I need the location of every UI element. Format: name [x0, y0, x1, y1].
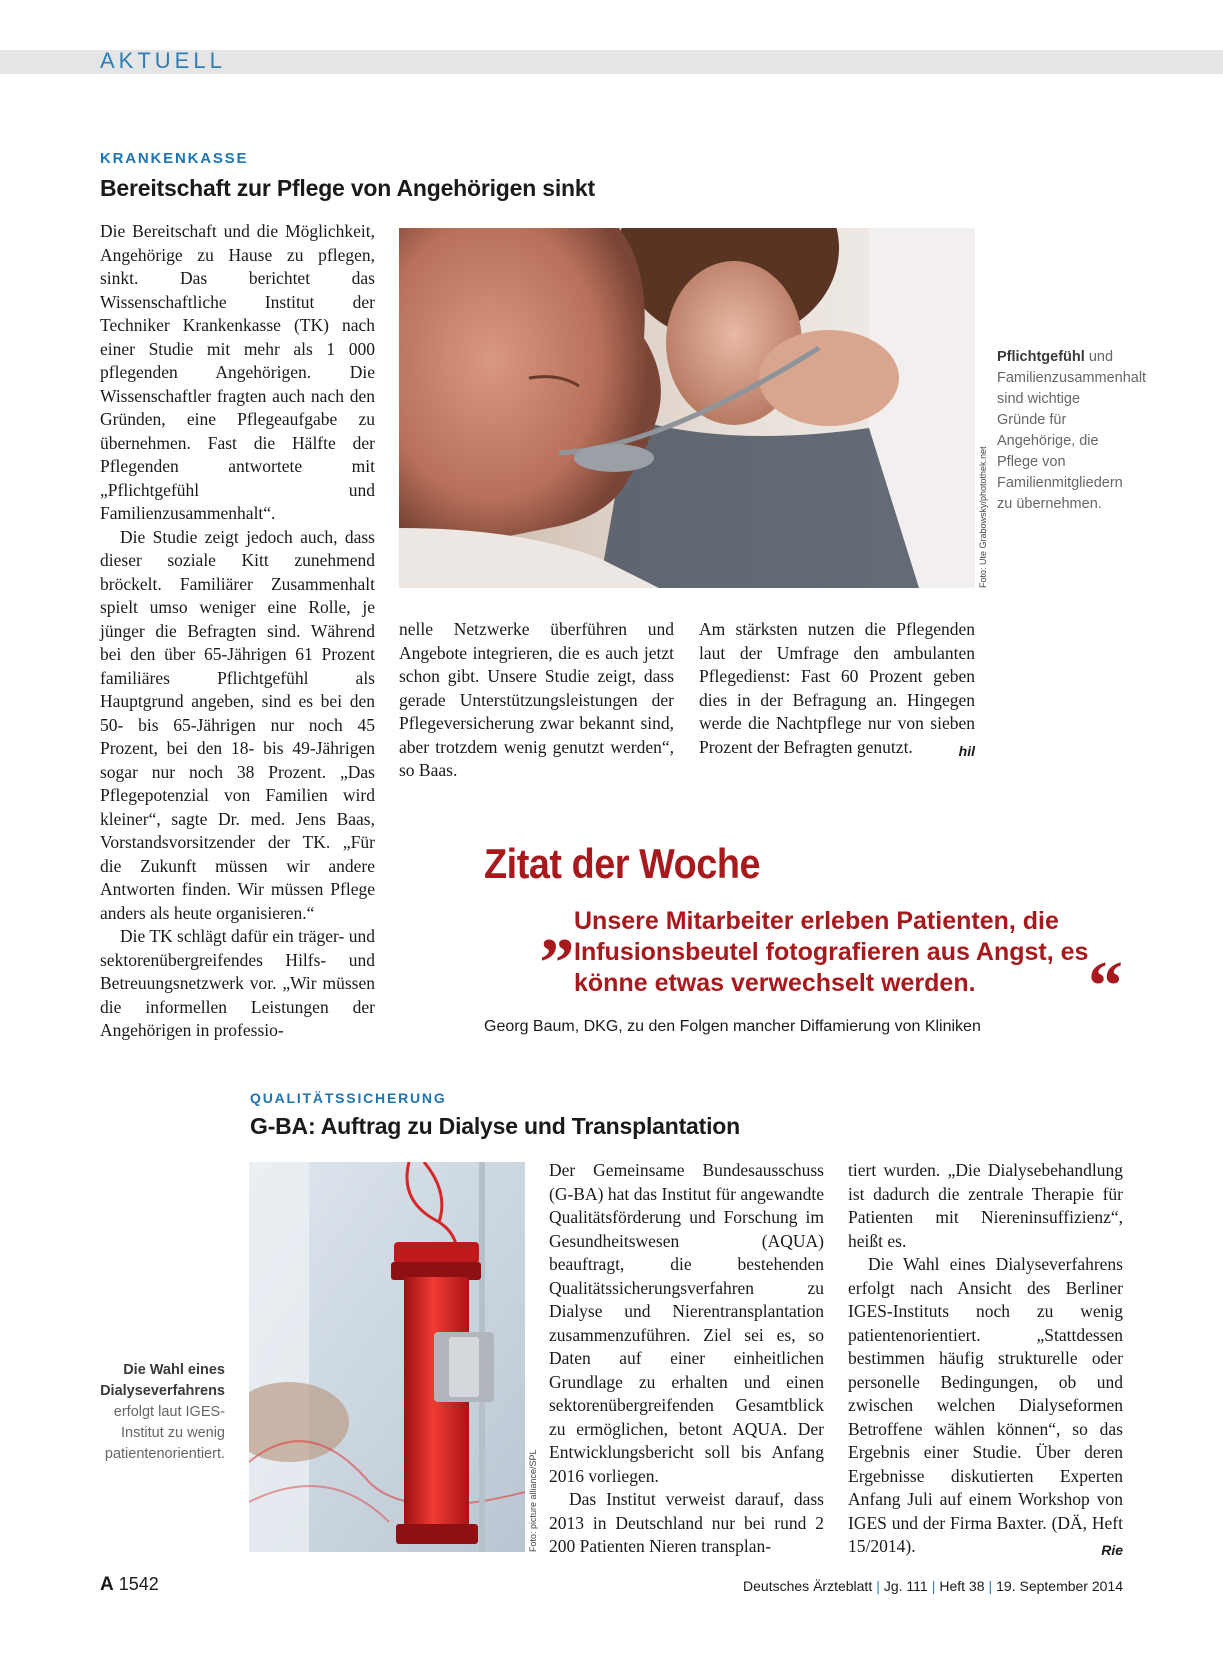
- paragraph: nelle Netzwerke überführen und Angebote integrieren, die es auch jetzt schon gibt. Unsere Studie zeigt, dass gerade Unterstützungsleistungen der Pflegeversicherung zwar bekannt sind, aber trotzdem wenig genutzt werden“, so Baas.: [399, 619, 674, 780]
- page-number: [100, 1574, 159, 1596]
- journal-name: Deutsches Ärzteblatt: [743, 1578, 873, 1594]
- article1-column-3: [699, 618, 975, 763]
- paragraph: Die Bereitschaft und die Möglichkeit, Angehörige zu Hause zu pflegen, sinkt. Das berichtet das Wissenschaftliche Institut der Techniker Krankenkasse (TK) nach einer Studie mit mehr als 1 000 pflegenden Angehörigen. Die Wissenschaftler fragten auch nach den Gründen, eine Pflegeaufgabe zu übernehmen. Fast die Hälfte der Pflegenden antwortete mit „Pflichtgefühl und Familienzusammenhalt“.: [100, 221, 375, 523]
- separator: |: [931, 1578, 936, 1594]
- volume: Jg. 111: [883, 1578, 928, 1594]
- quote-attribution: Georg Baum, DKG, zu den Folgen mancher Diffamierung von Kliniken: [484, 1018, 981, 1035]
- caption-text: erfolgt laut IGES-Institut zu wenig patientenorientiert.: [104, 1404, 225, 1462]
- photo-caption: [997, 347, 1147, 515]
- article2-column-1: [549, 1159, 824, 1559]
- photo-dialysis-filter: [249, 1162, 525, 1552]
- paragraph: tiert wurden. „Die Dialysebehandlung ist dadurch die zentrale Therapie für Patienten mit Niereninsuffizienz“, heißt es.: [848, 1160, 1123, 1251]
- photo-caption-dialysis: [90, 1360, 225, 1465]
- caption-bold: Die Wahl eines Dialyseverfahrens: [100, 1362, 225, 1399]
- photo-illustration: [249, 1162, 525, 1552]
- paragraph: Der Gemeinsame Bundesausschuss (G-BA) hat das Institut für angewandte Qualitätsförderung und Forschung im Gesundheitswesen (AQUA) beauftragt, die bestehenden Qualitätssicherungsverfahren zu Dialyse und Nierentransplantation zusammenzuführen. Ziel sei es, so Daten auf einer einheitlichen Grundlage zu erhalten und einen sektorenübergreifenden Gesamtblick zu ermöglichen, betont AQUA. Der Entwicklungsbericht soll bis Anfang 2016 vorliegen.: [549, 1160, 824, 1486]
- caption-bold: Pflichtgefühl: [997, 349, 1085, 365]
- separator: |: [988, 1578, 993, 1594]
- caption-text: und Familienzusammenhalt sind wichtige Gründe für Angehörige, die Pflege von Familienmitgliedern zu übernehmen.: [997, 349, 1147, 512]
- quote-close-mark-icon: “: [1088, 948, 1123, 1025]
- photo-illustration: [399, 228, 975, 588]
- separator: |: [876, 1578, 880, 1594]
- article2-headline: G-BA: Auftrag zu Dialyse und Transplantation: [250, 1113, 740, 1139]
- paragraph-text: Die Wahl eines Dialyseverfahrens erfolgt nach Ansicht des Berliner IGES-Instituts noch zu wenig patientenorientiert. „Stattdessen bestimmen häufig strukturelle oder personelle Bedingungen, ob und zwischen welchen Dialyseformen Betroffene wählen können“, so das Ergebnis einer Studie. Über deren Ergebnisse diskutierten Experten Anfang Juli auf einem Workshop von IGES und der Firma Baxter. (DÄ, Heft 15/2014).: [848, 1254, 1123, 1556]
- section-label: AKTUELL: [100, 48, 226, 73]
- quote-title: Zitat der Woche: [484, 840, 761, 887]
- paragraph-text: Am stärksten nutzen die Pflegenden laut der Umfrage den ambulanten Pflegedienst: Fast 60 Prozent geben dies in der Befragung an. Hingegen werde die Nachtpflege nur von sieben Prozent der Befragten genutzt.: [699, 619, 975, 757]
- article1-kicker: KRANKENKASSE: [100, 150, 249, 167]
- article2-kicker: QUALITÄTSSICHERUNG: [250, 1090, 447, 1106]
- paragraph: Das Institut verweist darauf, dass 2013 in Deutschland nur bei rund 2 200 Patienten Nieren transplan-: [549, 1489, 824, 1556]
- photo-credit: Foto: Ute Grabowsky/photothek.net: [978, 446, 988, 588]
- article2-column-2: [848, 1159, 1123, 1563]
- article1-headline: Bereitschaft zur Pflege von Angehörigen sinkt: [100, 175, 595, 201]
- photo-credit: Foto: picture alliance/SPL: [528, 1449, 538, 1552]
- paragraph: Die Studie zeigt jedoch auch, dass dieser soziale Kitt zunehmend bröckelt. Familiärer Zusammenhalt spielt umso weniger eine Rolle, je jünger die Befragten sind. Während bei den über 65-Jährigen 61 Prozent familiäres Pflichtgefühl als Hauptgrund angeben, sind es bei den 50- bis 65-Jährigen nur noch 45 Prozent, bei den 18- bis 49-Jährigen sogar nur noch 38 Prozent. „Das Pflegepotenzial von Familien wird kleiner“, sagte Dr. med. Jens Baas, Vorstandsvorsitzender der TK. „Für die Zukunft müssen wir andere Antworten finden. Wir müssen Pflege anders als heute organisieren.“: [100, 526, 375, 923]
- paragraph: Die TK schlägt dafür ein träger- und sektorenübergreifendes Hilfs- und Betreuungsnetzwerk vor. „Wir müssen die informellen Leistungen der Angehörigen in professio-: [100, 926, 375, 1040]
- footer-publication-info: [743, 1578, 1123, 1594]
- quote-text: Unsere Mitarbeiter erleben Patienten, die Infusionsbeutel fotografieren aus Angst, es könne etwas verwechselt werden.: [574, 907, 1089, 997]
- article1-column-2: [399, 618, 674, 783]
- page-number-value: 1542: [118, 1574, 159, 1594]
- author-signature: Rie: [1101, 1542, 1123, 1558]
- article1-column-1: [100, 220, 375, 1043]
- author-signature: hil: [958, 742, 975, 759]
- paragraph: [699, 618, 975, 759]
- photo-elderly-woman-fed: [399, 228, 975, 588]
- issue: Heft 38: [939, 1578, 985, 1594]
- page-prefix: A: [100, 1574, 114, 1595]
- quote-open-mark-icon: „: [540, 889, 575, 966]
- issue-date: 19. September 2014: [996, 1578, 1123, 1594]
- paragraph: [848, 1253, 1123, 1559]
